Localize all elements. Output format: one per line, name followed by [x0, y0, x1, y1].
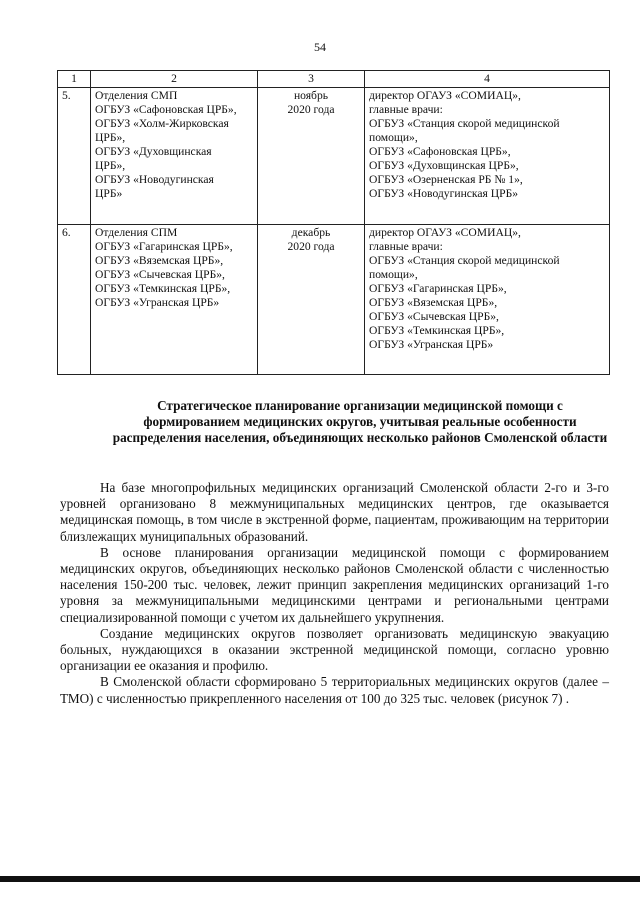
page-number: 54: [314, 40, 326, 54]
responsible-line: ОГБУЗ «Сафоновская ЦРБ»,: [369, 145, 511, 158]
body-text: [60, 480, 609, 707]
date-line: 2020 года: [287, 240, 335, 253]
section-title: Стратегическое планирование организации медицинской помощи с формированием медицинских округов, учитывая реальные особенности распределения населения, объединяющих несколько районов Смоленской области: [112, 398, 608, 445]
org-line: ЦРБ»,: [95, 131, 126, 144]
responsible-line: ОГБУЗ «Темкинская ЦРБ»,: [369, 324, 505, 337]
org-line: ЦРБ»,: [95, 159, 126, 172]
date-line: 2020 года: [287, 103, 335, 116]
responsible-line: главные врачи:: [369, 103, 443, 116]
table-header-row: [58, 71, 610, 88]
responsible-line: ОГБУЗ «Гагаринская ЦРБ»,: [369, 282, 507, 295]
organizations-cell: [91, 88, 258, 225]
responsible-line: ОГБУЗ «Станция скорой медицинской: [369, 254, 560, 267]
org-line: Отделения СПМ: [95, 226, 178, 239]
table-row: [58, 88, 610, 225]
plan-table: [57, 70, 610, 375]
row-number: 6.: [58, 225, 91, 375]
paragraph: Создание медицинских округов позволяет организовать медицинскую эвакуацию больных, нуждающихся в оказании экстренной медицинской помощи, согласно уровню организации ее оказания и профилю.: [60, 625, 609, 674]
org-line: ОГБУЗ «Духовщинская: [95, 145, 212, 158]
responsible-line: директор ОГАУЗ «СОМИАЦ»,: [369, 89, 521, 102]
org-line: ОГБУЗ «Холм-Жирковская: [95, 117, 229, 130]
date-line: декабрь: [291, 226, 331, 239]
table-row: [58, 225, 610, 375]
responsible-line: ОГБУЗ «Новодугинская ЦРБ»: [369, 187, 519, 200]
responsible-cell: [365, 88, 610, 225]
org-line: ЦРБ»: [95, 187, 123, 200]
responsible-cell: [365, 225, 610, 375]
header-cell-2: 2: [91, 71, 258, 88]
org-line: ОГБУЗ «Сафоновская ЦРБ»,: [95, 103, 237, 116]
row-number: 5.: [58, 88, 91, 225]
header-cell-1: 1: [58, 71, 91, 88]
org-line: ОГБУЗ «Вяземская ЦРБ»,: [95, 254, 224, 267]
organizations-cell: [91, 225, 258, 375]
responsible-line: ОГБУЗ «Вяземская ЦРБ»,: [369, 296, 498, 309]
org-line: ОГБУЗ «Темкинская ЦРБ»,: [95, 282, 231, 295]
org-line: Отделения СМП: [95, 89, 178, 102]
responsible-line: главные врачи:: [369, 240, 443, 253]
org-line: ОГБУЗ «Сычевская ЦРБ»,: [95, 268, 225, 281]
org-line: ОГБУЗ «Гагаринская ЦРБ»,: [95, 240, 233, 253]
bottom-rule: [0, 876, 640, 882]
responsible-line: ОГБУЗ «Угранская ЦРБ»: [369, 338, 494, 351]
responsible-line: ОГБУЗ «Станция скорой медицинской: [369, 117, 560, 130]
paragraph: На базе многопрофильных медицинских организаций Смоленской области 2-го и 3-го уровней организовано 8 межмуниципальных медицинских центров, где оказывается медицинская помощь, в том числе в экстренной форме, пациентам, проживающим на территории близлежащих муниципальных образований.: [60, 480, 609, 544]
date-cell: [258, 88, 365, 225]
header-cell-3: 3: [258, 71, 365, 88]
org-line: ОГБУЗ «Угранская ЦРБ»: [95, 296, 220, 309]
date-line: ноябрь: [293, 89, 329, 102]
paragraph: В основе планирования организации медицинской помощи с формированием медицинских округов, объединяющих несколько районов Смоленской области с численностью населения 150-200 тыс. человек, лежит принцип закрепления медицинских организаций 1-го уровня за межмуниципальными медицинскими центрами и региональными центрами специализированной помощи с учетом их дальнейшего укрупнения.: [60, 544, 609, 625]
header-cell-4: 4: [365, 71, 610, 88]
responsible-line: помощи»,: [369, 131, 418, 144]
paragraph: В Смоленской области сформировано 5 территориальных медицинских округов (далее – ТМО) с численностью прикрепленного населения от 100 до 325 тыс. человек (рисунок 7) .: [60, 674, 609, 706]
date-cell: [258, 225, 365, 375]
org-line: ОГБУЗ «Новодугинская: [95, 173, 214, 186]
responsible-line: ОГБУЗ «Озерненская РБ № 1»,: [369, 173, 523, 186]
responsible-line: ОГБУЗ «Духовщинская ЦРБ»,: [369, 159, 519, 172]
responsible-line: помощи»,: [369, 268, 418, 281]
responsible-line: директор ОГАУЗ «СОМИАЦ»,: [369, 226, 521, 239]
responsible-line: ОГБУЗ «Сычевская ЦРБ»,: [369, 310, 499, 323]
